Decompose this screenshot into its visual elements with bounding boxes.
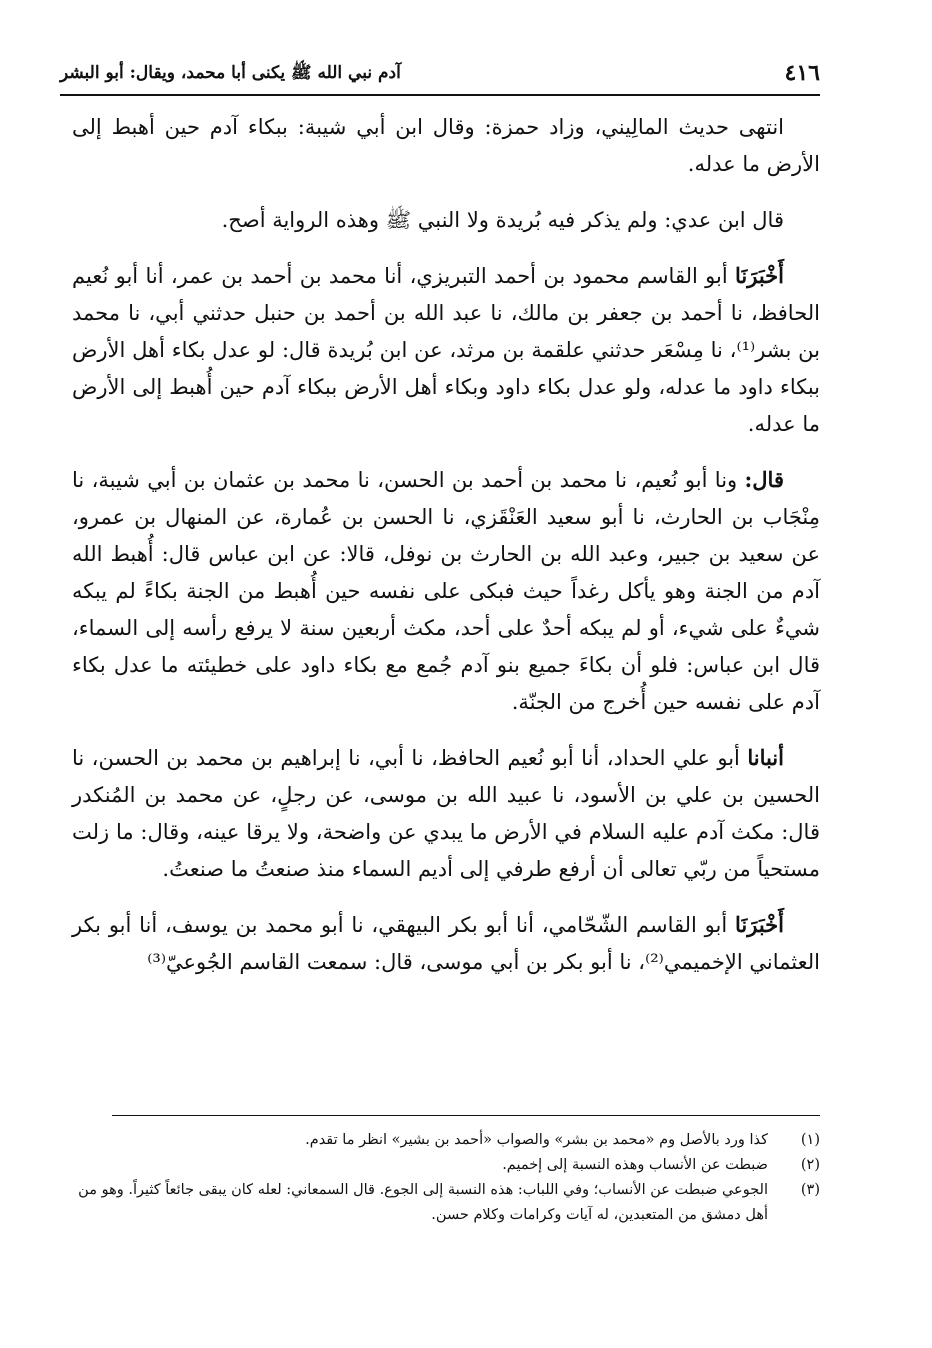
- paragraph-lead: أَخْبَرَنَا: [735, 263, 784, 288]
- footnote-text: كذا ورد بالأصل وم «محمد بن بشر» والصواب «أحمد بن بشير» انظر ما تقدم.: [305, 1132, 768, 1148]
- footnote-number: (٢): [800, 1157, 820, 1173]
- paragraph-lead: أَخْبَرَنَا: [735, 912, 784, 937]
- footnote-number: (٣): [800, 1182, 820, 1198]
- paragraph-text: قال ابن عدي: ولم يذكر فيه بُريدة ولا النبي ﷺ وهذه الرواية أصح.: [221, 208, 784, 232]
- running-header: [60, 56, 820, 96]
- footnote-number: (١): [800, 1132, 820, 1148]
- paragraph-lead: قال:: [744, 467, 784, 492]
- footnote-separator: [112, 1115, 820, 1116]
- footnote: [72, 1178, 820, 1228]
- paragraph-text: انتهى حديث المالِيني، وزاد حمزة: وقال ابن أبي شيبة: ببكاء آدم حين أهبط إلى الأرض ما عدله.: [72, 115, 820, 176]
- main-text: [72, 108, 820, 999]
- footnote-text: ضبطت عن الأنساب وهذه النسبة إلى إخميم.: [502, 1157, 768, 1173]
- footnote: [72, 1153, 820, 1178]
- paragraph-text: أبو القاسم محمود بن أحمد التبريزي، أنا محمد بن أحمد بن عمر، أنا أبو نُعيم الحافظ، نا أحمد بن جعفر بن مالك، نا عبد الله بن أحمد بن حنبل حدثني أبي، نا محمد بن بشر⁽¹⁾، نا مِسْعَر حدثني علقمة بن مرثد، عن ابن بُريدة قال: لو عدل بكاء أهل الأرض ببكاء داود ما عدله، ولو عدل بكاء داود وبكاء أهل الأرض ببكاء آدم حين أُهبط إلى الأرض ما عدله.: [72, 264, 820, 436]
- paragraph-text: أبو علي الحداد، أنا أبو نُعيم الحافظ، نا أبي، نا إبراهيم بن محمد بن الحسن، نا الحسين بن علي بن الأسود، نا عبيد الله بن موسى، عن رجلٍ، عن محمد بن المُنكدر قال: مكث آدم عليه السلام في الأرض ما يبدي عن واضحة، ولا يرقا عينه، وقال: ما زلت مستحياً من ربّي تعالى أن أرفع طرفي إلى أديم السماء منذ صنعتُ ما صنعتُ.: [72, 746, 820, 881]
- chapter-title: آدم نبي الله ﷺ يكنى أبا محمد، ويقال: أبو البشر: [60, 63, 401, 83]
- paragraph: [72, 906, 820, 981]
- paragraph-text: ونا أبو نُعيم، نا محمد بن أحمد بن الحسن، نا محمد بن عثمان بن أبي شيبة، نا مِنْجَاب بن الحارث، نا أبو سعيد العَنْقَزي، نا الحسن بن عُمارة، عن المنهال بن عمرو، عن سعيد بن جبير، وعبد الله بن الحارث بن نوفل، قالا: عن ابن عباس قال: أُهبط الله آدم من الجنة وهو يأكل رغداً حيث فبكى على نفسه حين أُهبط من الجنة بكاءً لم يبكه شيءٌ على شيء، أو لم يبكه أحدٌ على أحد، مكث أربعين سنة لا يرفع رأسه إلى السماء، قال ابن عباس: فلو أن بكاءَ جميع بنو آدم جُمع مع بكاء داود على خطيئته ما عدل بكاء آدم على نفسه حين أُخرج من الجنّة.: [72, 468, 820, 714]
- paragraph: [72, 257, 820, 443]
- footnotes: [72, 1128, 820, 1228]
- page-number: ٤١٦: [784, 60, 820, 86]
- paragraph-text: أبو القاسم الشّحّامي، أنا أبو بكر البيهقي، نا أبو محمد بن يوسف، أنا أبو بكر العثماني الإخميمي⁽²⁾، نا أبو بكر بن أبي موسى، قال: سمعت القاسم الجُوعيّ⁽³⁾: [72, 913, 820, 974]
- paragraph: [72, 108, 820, 183]
- paragraph: [72, 201, 820, 239]
- paragraph: [72, 739, 820, 888]
- footnote-text: الجوعي ضبطت عن الأنساب؛ وفي اللباب: هذه النسبة إلى الجوع. قال السمعاني: لعله كان يبقى جائعاً كثيراً. وهو من أهل دمشق من المتعبدين، له آيات وكرامات وكلام حسن.: [78, 1182, 768, 1223]
- footnote: [72, 1128, 820, 1153]
- paragraph: [72, 461, 820, 721]
- paragraph-lead: أنبانا: [747, 745, 784, 770]
